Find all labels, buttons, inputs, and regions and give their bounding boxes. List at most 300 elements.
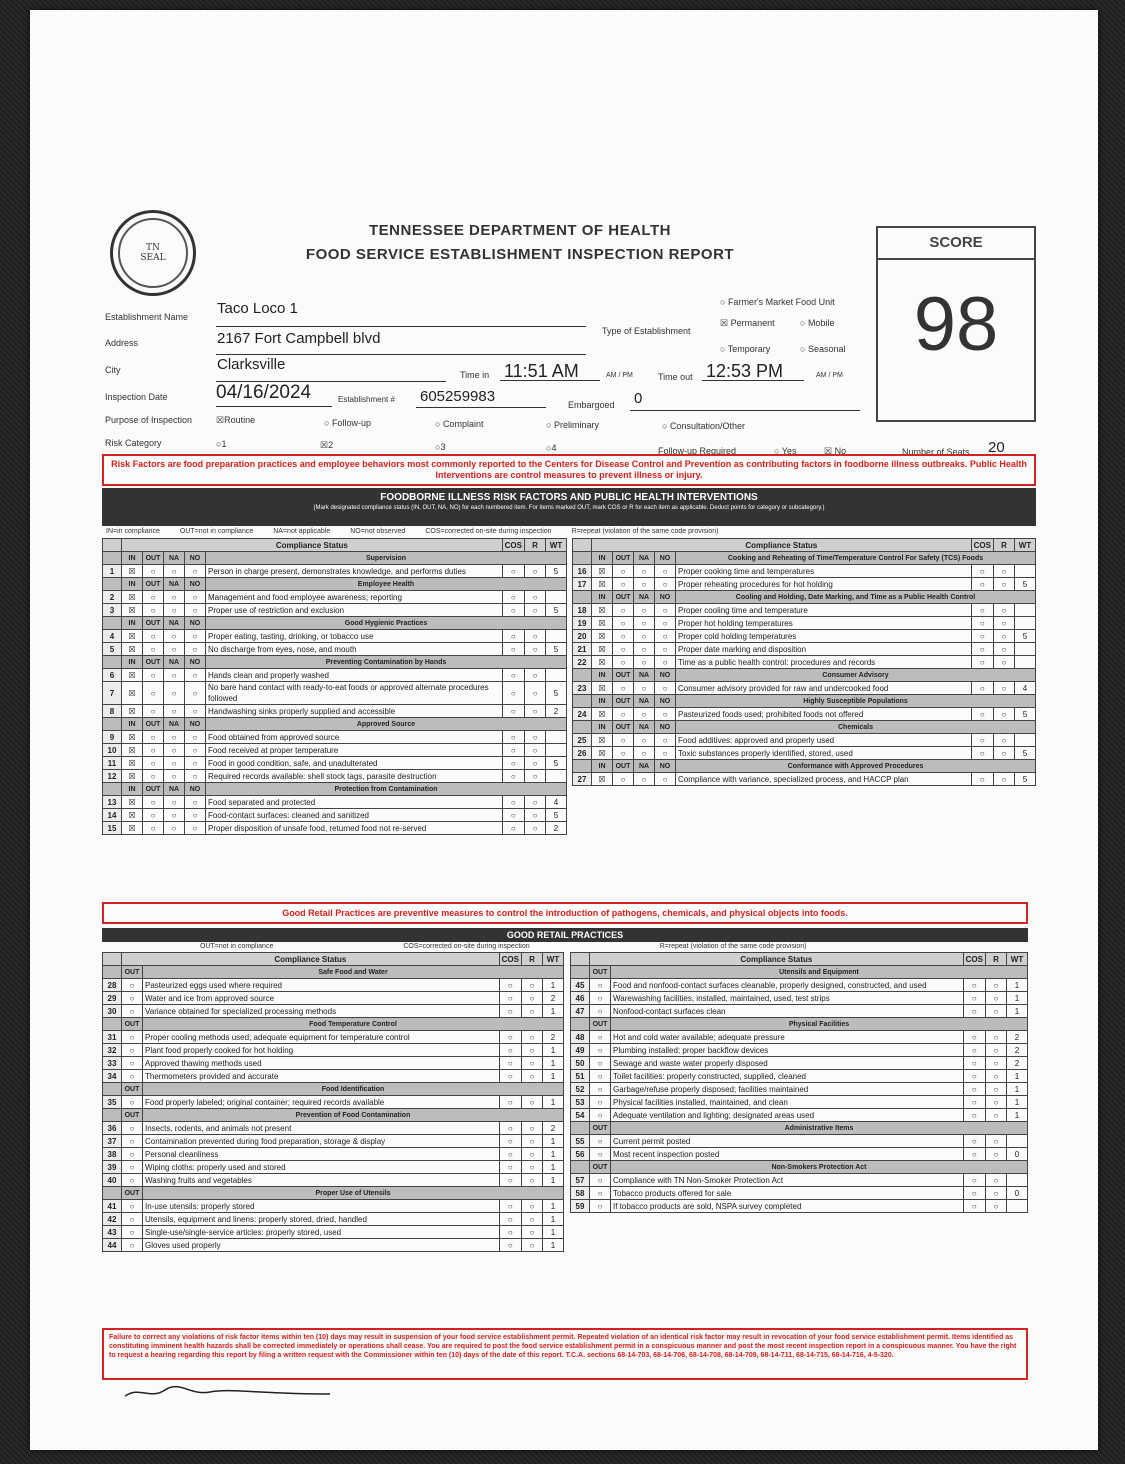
r-checkbox[interactable]: ○ (525, 604, 546, 617)
in-checkbox[interactable]: ☒ (122, 705, 143, 718)
r-checkbox[interactable]: ○ (986, 1174, 1007, 1187)
cos-checkbox[interactable]: ○ (963, 1083, 985, 1096)
cos-checkbox[interactable]: ○ (971, 630, 993, 643)
in-checkbox[interactable]: ☒ (592, 617, 613, 630)
weight-value: 5 (1015, 708, 1036, 721)
out-checkbox[interactable]: ○ (613, 643, 634, 656)
no-checkbox[interactable]: ○ (185, 591, 206, 604)
cos-checkbox[interactable]: ○ (971, 578, 993, 591)
out-checkbox[interactable]: ○ (122, 1070, 143, 1083)
cos-checkbox[interactable]: ○ (971, 565, 993, 578)
cos-checkbox[interactable]: ○ (502, 630, 524, 643)
out-checkbox[interactable]: ○ (143, 757, 164, 770)
out-checkbox[interactable]: ○ (613, 747, 634, 760)
out-checkbox[interactable]: ○ (122, 979, 143, 992)
r-checkbox[interactable]: ○ (986, 1005, 1007, 1018)
out-checkbox[interactable]: ○ (122, 1031, 143, 1044)
r-checkbox[interactable]: ○ (986, 992, 1007, 1005)
r-checkbox[interactable]: ○ (525, 757, 546, 770)
r-checkbox[interactable]: ○ (522, 1005, 543, 1018)
followup-no[interactable]: ☒ No (824, 446, 847, 456)
out-checkbox[interactable]: ○ (122, 1226, 143, 1239)
option-temporary[interactable]: ○ Temporary (720, 344, 771, 354)
r-checkbox[interactable]: ○ (522, 1031, 543, 1044)
no-checkbox[interactable]: ○ (655, 578, 676, 591)
r-checkbox[interactable]: ○ (525, 796, 546, 809)
cos-checkbox[interactable]: ○ (502, 591, 524, 604)
in-checkbox[interactable]: ☒ (122, 591, 143, 604)
r-checkbox[interactable]: ○ (525, 630, 546, 643)
cos-checkbox[interactable]: ○ (499, 1174, 521, 1187)
r-checkbox[interactable]: ○ (986, 1057, 1007, 1070)
r-checkbox[interactable]: ○ (525, 643, 546, 656)
cos-checkbox[interactable]: ○ (502, 669, 524, 682)
in-checkbox[interactable]: ☒ (122, 669, 143, 682)
no-checkbox[interactable]: ○ (655, 656, 676, 669)
risk-right-no-col: NO (655, 669, 676, 682)
purpose-routine[interactable]: ☒Routine (216, 415, 256, 425)
r-checkbox[interactable]: ○ (994, 578, 1015, 591)
cos-checkbox[interactable]: ○ (499, 1148, 521, 1161)
out-checkbox[interactable]: ○ (613, 708, 634, 721)
r-checkbox[interactable]: ○ (522, 979, 543, 992)
cos-checkbox[interactable]: ○ (499, 1122, 521, 1135)
na-checkbox[interactable]: ○ (164, 669, 185, 682)
na-checkbox[interactable]: ○ (634, 747, 655, 760)
out-checkbox[interactable]: ○ (590, 1031, 611, 1044)
r-checkbox[interactable]: ○ (994, 773, 1015, 786)
risk-left-section-num (103, 783, 122, 796)
r-checkbox[interactable]: ○ (522, 1122, 543, 1135)
na-checkbox[interactable]: ○ (164, 809, 185, 822)
risk-1[interactable]: ○1 (216, 439, 227, 449)
na-checkbox[interactable]: ○ (634, 578, 655, 591)
in-checkbox[interactable]: ☒ (592, 747, 613, 760)
na-checkbox[interactable]: ○ (164, 630, 185, 643)
followup-yes[interactable]: ○ Yes (774, 446, 797, 456)
no-checkbox[interactable]: ○ (185, 731, 206, 744)
na-checkbox[interactable]: ○ (164, 822, 185, 835)
no-checkbox[interactable]: ○ (185, 565, 206, 578)
no-checkbox[interactable]: ○ (655, 565, 676, 578)
out-checkbox[interactable]: ○ (122, 1005, 143, 1018)
r-checkbox[interactable]: ○ (986, 1083, 1007, 1096)
cos-checkbox[interactable]: ○ (963, 1187, 985, 1200)
r-checkbox[interactable]: ○ (525, 705, 546, 718)
out-checkbox[interactable]: ○ (590, 1187, 611, 1200)
na-checkbox[interactable]: ○ (164, 682, 185, 705)
in-checkbox[interactable]: ☒ (122, 630, 143, 643)
cos-checkbox[interactable]: ○ (963, 992, 985, 1005)
r-checkbox[interactable]: ○ (986, 1135, 1007, 1148)
good-retail-table-right (570, 952, 1028, 1213)
weight-value: 1 (543, 1057, 564, 1070)
r-checkbox[interactable]: ○ (522, 1096, 543, 1109)
cos-checkbox[interactable]: ○ (499, 1031, 521, 1044)
risk-4[interactable]: ○4 (546, 443, 557, 453)
out-checkbox[interactable]: ○ (143, 591, 164, 604)
out-checkbox[interactable]: ○ (143, 809, 164, 822)
r-checkbox[interactable]: ○ (525, 669, 546, 682)
out-checkbox[interactable]: ○ (143, 630, 164, 643)
cos-checkbox[interactable]: ○ (963, 1096, 985, 1109)
out-checkbox[interactable]: ○ (122, 1044, 143, 1057)
in-checkbox[interactable]: ☒ (592, 682, 613, 695)
cos-checkbox[interactable]: ○ (499, 992, 521, 1005)
cos-checkbox[interactable]: ○ (971, 656, 993, 669)
r-checkbox[interactable]: ○ (986, 1148, 1007, 1161)
no-checkbox[interactable]: ○ (655, 630, 676, 643)
r-checkbox[interactable]: ○ (994, 604, 1015, 617)
r-checkbox[interactable]: ○ (994, 617, 1015, 630)
table-row (571, 1083, 1028, 1096)
option-farmers-market[interactable]: ○ Farmer's Market Food Unit (720, 297, 835, 307)
out-checkbox[interactable]: ○ (143, 796, 164, 809)
cos-checkbox[interactable]: ○ (499, 1070, 521, 1083)
na-checkbox[interactable]: ○ (164, 796, 185, 809)
out-checkbox[interactable]: ○ (143, 604, 164, 617)
r-checkbox[interactable]: ○ (994, 565, 1015, 578)
na-checkbox[interactable]: ○ (164, 744, 185, 757)
na-checkbox[interactable]: ○ (634, 682, 655, 695)
in-checkbox[interactable]: ☒ (122, 757, 143, 770)
out-checkbox[interactable]: ○ (613, 617, 634, 630)
in-checkbox[interactable]: ☒ (122, 682, 143, 705)
r-checkbox[interactable]: ○ (986, 1109, 1007, 1122)
r-checkbox[interactable]: ○ (522, 992, 543, 1005)
out-checkbox[interactable]: ○ (613, 773, 634, 786)
r-checkbox[interactable]: ○ (522, 1200, 543, 1213)
option-seasonal[interactable]: ○ Seasonal (800, 344, 846, 354)
r-checkbox[interactable]: ○ (522, 1161, 543, 1174)
r-checkbox[interactable]: ○ (994, 643, 1015, 656)
na-checkbox[interactable]: ○ (164, 757, 185, 770)
r-checkbox[interactable]: ○ (522, 1148, 543, 1161)
r-checkbox[interactable]: ○ (986, 1096, 1007, 1109)
out-checkbox[interactable]: ○ (122, 1174, 143, 1187)
purpose-preliminary[interactable]: ○ Preliminary (546, 420, 599, 430)
na-checkbox[interactable]: ○ (634, 643, 655, 656)
grp-left-section-title: Food Identification (143, 1083, 564, 1096)
out-checkbox[interactable]: ○ (590, 1083, 611, 1096)
cos-checkbox[interactable]: ○ (971, 773, 993, 786)
r-checkbox[interactable]: ○ (522, 1057, 543, 1070)
in-checkbox[interactable]: ☒ (122, 565, 143, 578)
cos-checkbox[interactable]: ○ (502, 744, 524, 757)
table-row (573, 734, 1036, 747)
out-checkbox[interactable]: ○ (590, 1096, 611, 1109)
item-description: Hot and cold water available; adequate pressure (611, 1031, 964, 1044)
out-checkbox[interactable]: ○ (122, 1122, 143, 1135)
no-checkbox[interactable]: ○ (655, 617, 676, 630)
r-checkbox[interactable]: ○ (994, 656, 1015, 669)
na-checkbox[interactable]: ○ (634, 617, 655, 630)
r-checkbox[interactable]: ○ (525, 822, 546, 835)
na-checkbox[interactable]: ○ (634, 604, 655, 617)
cos-checkbox[interactable]: ○ (502, 643, 524, 656)
no-checkbox[interactable]: ○ (185, 770, 206, 783)
cos-checkbox[interactable]: ○ (499, 1226, 521, 1239)
na-checkbox[interactable]: ○ (164, 731, 185, 744)
no-checkbox[interactable]: ○ (655, 643, 676, 656)
in-checkbox[interactable]: ☒ (592, 604, 613, 617)
out-checkbox[interactable]: ○ (122, 992, 143, 1005)
cos-checkbox[interactable]: ○ (499, 1057, 521, 1070)
r-checkbox[interactable]: ○ (525, 731, 546, 744)
cos-checkbox[interactable]: ○ (963, 1135, 985, 1148)
grp-right-header-num (571, 953, 590, 966)
na-checkbox[interactable]: ○ (634, 773, 655, 786)
risk-3[interactable]: ○3 (435, 442, 446, 452)
out-checkbox[interactable]: ○ (122, 1213, 143, 1226)
cos-checkbox[interactable]: ○ (971, 734, 993, 747)
out-checkbox[interactable]: ○ (613, 630, 634, 643)
out-checkbox[interactable]: ○ (613, 578, 634, 591)
in-checkbox[interactable]: ☒ (122, 604, 143, 617)
out-checkbox[interactable]: ○ (122, 1200, 143, 1213)
no-checkbox[interactable]: ○ (655, 773, 676, 786)
grp-left-out-col: OUT (122, 1109, 143, 1122)
out-checkbox[interactable]: ○ (590, 1109, 611, 1122)
r-checkbox[interactable]: ○ (522, 1174, 543, 1187)
r-checkbox[interactable]: ○ (525, 682, 546, 705)
in-checkbox[interactable]: ☒ (592, 578, 613, 591)
no-checkbox[interactable]: ○ (185, 682, 206, 705)
cos-checkbox[interactable]: ○ (963, 1174, 985, 1187)
purpose-consultation[interactable]: ○ Consultation/Other (662, 421, 745, 431)
cos-checkbox[interactable]: ○ (963, 1057, 985, 1070)
no-checkbox[interactable]: ○ (185, 643, 206, 656)
r-checkbox[interactable]: ○ (525, 770, 546, 783)
r-checkbox[interactable]: ○ (522, 1239, 543, 1252)
option-mobile[interactable]: ○ Mobile (800, 318, 835, 328)
r-checkbox[interactable]: ○ (986, 1031, 1007, 1044)
out-checkbox[interactable]: ○ (590, 1044, 611, 1057)
no-checkbox[interactable]: ○ (655, 734, 676, 747)
out-checkbox[interactable]: ○ (143, 822, 164, 835)
no-checkbox[interactable]: ○ (655, 747, 676, 760)
no-checkbox[interactable]: ○ (185, 822, 206, 835)
cos-checkbox[interactable]: ○ (499, 979, 521, 992)
out-checkbox[interactable]: ○ (590, 1148, 611, 1161)
no-checkbox[interactable]: ○ (185, 796, 206, 809)
no-checkbox[interactable]: ○ (655, 682, 676, 695)
item-description: Pasteurized eggs used where required (143, 979, 500, 992)
cos-checkbox[interactable]: ○ (971, 682, 993, 695)
out-checkbox[interactable]: ○ (143, 669, 164, 682)
cos-checkbox[interactable]: ○ (502, 731, 524, 744)
r-checkbox[interactable]: ○ (994, 708, 1015, 721)
cos-checkbox[interactable]: ○ (502, 796, 524, 809)
cos-checkbox[interactable]: ○ (971, 617, 993, 630)
cos-checkbox[interactable]: ○ (971, 604, 993, 617)
purpose-followup[interactable]: ○ Follow-up (324, 418, 371, 428)
out-checkbox[interactable]: ○ (143, 565, 164, 578)
na-checkbox[interactable]: ○ (164, 705, 185, 718)
r-checkbox[interactable]: ○ (525, 744, 546, 757)
cos-checkbox[interactable]: ○ (963, 1044, 985, 1057)
in-checkbox[interactable]: ☒ (592, 565, 613, 578)
out-checkbox[interactable]: ○ (613, 565, 634, 578)
cos-checkbox[interactable]: ○ (499, 1239, 521, 1252)
r-checkbox[interactable]: ○ (994, 747, 1015, 760)
item-description: Proper cooling time and temperature (676, 604, 972, 617)
cos-checkbox[interactable]: ○ (502, 604, 524, 617)
item-number: 57 (571, 1174, 590, 1187)
no-checkbox[interactable]: ○ (185, 705, 206, 718)
cos-checkbox[interactable]: ○ (502, 565, 524, 578)
cos-checkbox[interactable]: ○ (971, 747, 993, 760)
na-checkbox[interactable]: ○ (164, 643, 185, 656)
r-checkbox[interactable]: ○ (994, 630, 1015, 643)
cos-checkbox[interactable]: ○ (499, 1005, 521, 1018)
r-checkbox[interactable]: ○ (525, 565, 546, 578)
na-checkbox[interactable]: ○ (164, 770, 185, 783)
r-checkbox[interactable]: ○ (522, 1044, 543, 1057)
in-checkbox[interactable]: ☒ (122, 796, 143, 809)
out-checkbox[interactable]: ○ (143, 770, 164, 783)
r-checkbox[interactable]: ○ (522, 1070, 543, 1083)
no-checkbox[interactable]: ○ (185, 669, 206, 682)
out-checkbox[interactable]: ○ (590, 1174, 611, 1187)
cos-checkbox[interactable]: ○ (971, 643, 993, 656)
r-checkbox[interactable]: ○ (994, 734, 1015, 747)
out-checkbox[interactable]: ○ (590, 1200, 611, 1213)
risk-left-r-header: R (525, 539, 546, 552)
cos-checkbox[interactable]: ○ (499, 1096, 521, 1109)
no-checkbox[interactable]: ○ (185, 757, 206, 770)
in-checkbox[interactable]: ☒ (122, 809, 143, 822)
in-checkbox[interactable]: ☒ (592, 773, 613, 786)
in-checkbox[interactable]: ☒ (122, 731, 143, 744)
in-checkbox[interactable]: ☒ (592, 643, 613, 656)
cos-checkbox[interactable]: ○ (502, 705, 524, 718)
out-checkbox[interactable]: ○ (590, 992, 611, 1005)
out-checkbox[interactable]: ○ (122, 1148, 143, 1161)
na-checkbox[interactable]: ○ (634, 565, 655, 578)
in-checkbox[interactable]: ☒ (122, 643, 143, 656)
purpose-label: Purpose of Inspection (105, 415, 193, 425)
grp-left-out-col: OUT (122, 1083, 143, 1096)
cos-checkbox[interactable]: ○ (499, 1161, 521, 1174)
cos-checkbox[interactable]: ○ (499, 1135, 521, 1148)
r-checkbox[interactable]: ○ (986, 1070, 1007, 1083)
grp-left-section-num (103, 966, 122, 979)
in-checkbox[interactable]: ☒ (122, 770, 143, 783)
risk-left-out-col: OUT (143, 578, 164, 591)
cos-checkbox[interactable]: ○ (502, 809, 524, 822)
in-checkbox[interactable]: ☒ (122, 744, 143, 757)
r-checkbox[interactable]: ○ (522, 1226, 543, 1239)
purpose-complaint[interactable]: ○ Complaint (435, 419, 484, 429)
item-description: Food separated and protected (206, 796, 503, 809)
out-checkbox[interactable]: ○ (122, 1135, 143, 1148)
no-checkbox[interactable]: ○ (185, 604, 206, 617)
na-checkbox[interactable]: ○ (634, 734, 655, 747)
risk-left-na-col: NA (164, 783, 185, 796)
cos-checkbox[interactable]: ○ (502, 757, 524, 770)
na-checkbox[interactable]: ○ (634, 630, 655, 643)
out-checkbox[interactable]: ○ (613, 604, 634, 617)
r-checkbox[interactable]: ○ (986, 979, 1007, 992)
out-checkbox[interactable]: ○ (143, 744, 164, 757)
in-checkbox[interactable]: ☒ (592, 656, 613, 669)
out-checkbox[interactable]: ○ (613, 682, 634, 695)
out-checkbox[interactable]: ○ (122, 1239, 143, 1252)
out-checkbox[interactable]: ○ (143, 682, 164, 705)
cos-checkbox[interactable]: ○ (502, 822, 524, 835)
in-checkbox[interactable]: ☒ (122, 822, 143, 835)
na-checkbox[interactable]: ○ (164, 591, 185, 604)
in-checkbox[interactable]: ☒ (592, 734, 613, 747)
r-checkbox[interactable]: ○ (525, 809, 546, 822)
in-checkbox[interactable]: ☒ (592, 708, 613, 721)
r-checkbox[interactable]: ○ (525, 591, 546, 604)
out-checkbox[interactable]: ○ (590, 1135, 611, 1148)
weight-value (546, 630, 567, 643)
out-checkbox[interactable]: ○ (590, 979, 611, 992)
out-checkbox[interactable]: ○ (613, 656, 634, 669)
na-checkbox[interactable]: ○ (634, 656, 655, 669)
option-permanent[interactable]: ☒ Permanent (720, 318, 775, 328)
r-checkbox[interactable]: ○ (986, 1200, 1007, 1213)
cos-checkbox[interactable]: ○ (499, 1200, 521, 1213)
cos-checkbox[interactable]: ○ (499, 1213, 521, 1226)
out-checkbox[interactable]: ○ (590, 1005, 611, 1018)
cos-checkbox[interactable]: ○ (502, 770, 524, 783)
out-checkbox[interactable]: ○ (590, 1057, 611, 1070)
cos-checkbox[interactable]: ○ (963, 1031, 985, 1044)
out-checkbox[interactable]: ○ (143, 705, 164, 718)
r-checkbox[interactable]: ○ (522, 1135, 543, 1148)
grp-right-r-header: R (986, 953, 1007, 966)
no-checkbox[interactable]: ○ (185, 744, 206, 757)
risk-2[interactable]: ☒2 (320, 440, 334, 450)
na-checkbox[interactable]: ○ (164, 604, 185, 617)
out-checkbox[interactable]: ○ (143, 643, 164, 656)
out-checkbox[interactable]: ○ (143, 731, 164, 744)
item-number: 1 (103, 565, 122, 578)
risk-left-out-col: OUT (143, 552, 164, 565)
cos-checkbox[interactable]: ○ (502, 682, 524, 705)
no-checkbox[interactable]: ○ (655, 604, 676, 617)
out-checkbox[interactable]: ○ (122, 1096, 143, 1109)
cos-checkbox[interactable]: ○ (971, 708, 993, 721)
out-checkbox[interactable]: ○ (122, 1057, 143, 1070)
cos-checkbox[interactable]: ○ (963, 1005, 985, 1018)
cos-checkbox[interactable]: ○ (963, 1148, 985, 1161)
cos-checkbox[interactable]: ○ (963, 1109, 985, 1122)
in-checkbox[interactable]: ☒ (592, 630, 613, 643)
na-checkbox[interactable]: ○ (634, 708, 655, 721)
cos-checkbox[interactable]: ○ (963, 1200, 985, 1213)
out-checkbox[interactable]: ○ (122, 1161, 143, 1174)
r-checkbox[interactable]: ○ (522, 1213, 543, 1226)
weight-value: 1 (543, 1070, 564, 1083)
na-checkbox[interactable]: ○ (164, 565, 185, 578)
r-checkbox[interactable]: ○ (986, 1044, 1007, 1057)
cos-checkbox[interactable]: ○ (963, 979, 985, 992)
out-checkbox[interactable]: ○ (590, 1070, 611, 1083)
cos-checkbox[interactable]: ○ (963, 1070, 985, 1083)
no-checkbox[interactable]: ○ (655, 708, 676, 721)
r-checkbox[interactable]: ○ (986, 1187, 1007, 1200)
out-checkbox[interactable]: ○ (613, 734, 634, 747)
cos-checkbox[interactable]: ○ (499, 1044, 521, 1057)
no-checkbox[interactable]: ○ (185, 630, 206, 643)
no-checkbox[interactable]: ○ (185, 809, 206, 822)
r-checkbox[interactable]: ○ (994, 682, 1015, 695)
